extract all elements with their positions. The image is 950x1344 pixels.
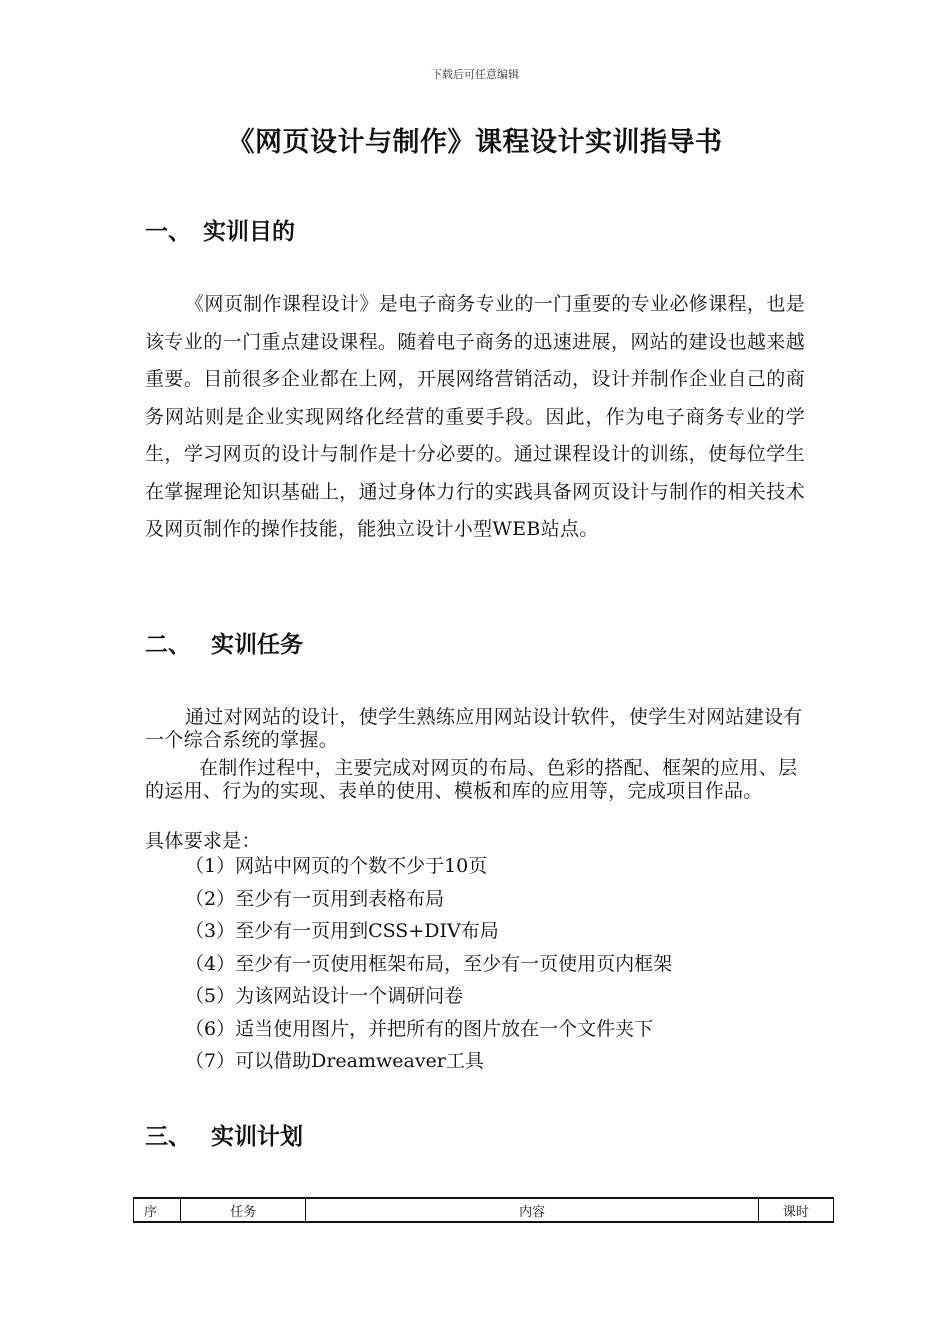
table-header-row [134, 1198, 834, 1222]
column-header-content: 内容 [306, 1198, 758, 1222]
section-title: 实训计划 [211, 1124, 303, 1150]
column-header-hours: 课时 [758, 1198, 833, 1222]
section-number: 二、 [145, 632, 191, 658]
section-title: 实训任务 [211, 632, 303, 658]
list-item: （5）为该网站设计一个调研问卷 [185, 985, 464, 1007]
section-number: 三、 [145, 1124, 191, 1150]
section-heading-plan [145, 1118, 303, 1151]
list-item: （2）至少有一页用到表格布局 [185, 887, 445, 910]
section-title: 实训目的 [203, 219, 295, 245]
section-number: 一、 [145, 219, 191, 245]
section-heading-task [145, 626, 303, 659]
header-note: 下载后可任意编辑 [431, 68, 519, 81]
task-paragraph-1: 通过对网站的设计，使学生熟练应用网站设计软件，使学生对网站建设有一个综合系统的掌握。 [145, 706, 803, 751]
list-item: （4）至少有一页使用框架布局，至少有一页使用页内框架 [185, 952, 673, 975]
section-heading-purpose [145, 213, 295, 246]
document-title: 《网页设计与制作》课程设计实训指导书 [227, 127, 723, 158]
list-item: （3）至少有一页用到CSS+DIV布局 [185, 920, 499, 942]
column-header-task: 任务 [181, 1198, 306, 1222]
requirements-list [185, 850, 672, 1078]
column-header-seq: 序 [134, 1198, 181, 1222]
plan-table [133, 1197, 834, 1223]
task-paragraph-2: 在制作过程中，主要完成对网页的布局、色彩的搭配、框架的应用、层的运用、行为的实现、表单的使用、模板和库的应用等，完成项目作品。 [145, 757, 798, 802]
list-item: （1）网站中网页的个数不少于10页 [185, 855, 488, 877]
purpose-paragraph: 《网页制作课程设计》是电子商务专业的一门重要的专业必修课程，也是该专业的一门重点建设课程。随着电子商务的迅速进展，网站的建设也越来越重要。目前很多企业都在上网，开展网络营销活动，设计并制作企业自己的商务网站则是企业实现网络化经营的重要手段。因此，作为电子商务专业的学生，学习网页的设计与制作是十分必要的。通过课程设计的训练，使每位学生在掌握理论知识基础上，通过身体力行的实践具备网页设计与制作的相关技术及网页制作的操作技能，能独立设计小型WEB站点。 [145, 293, 805, 540]
requirements-intro: 具体要求是： [145, 830, 261, 852]
list-item: （7）可以借助Dreamweaver工具 [185, 1050, 484, 1072]
list-item: （6）适当使用图片，并把所有的图片放在一个文件夹下 [185, 1017, 654, 1040]
